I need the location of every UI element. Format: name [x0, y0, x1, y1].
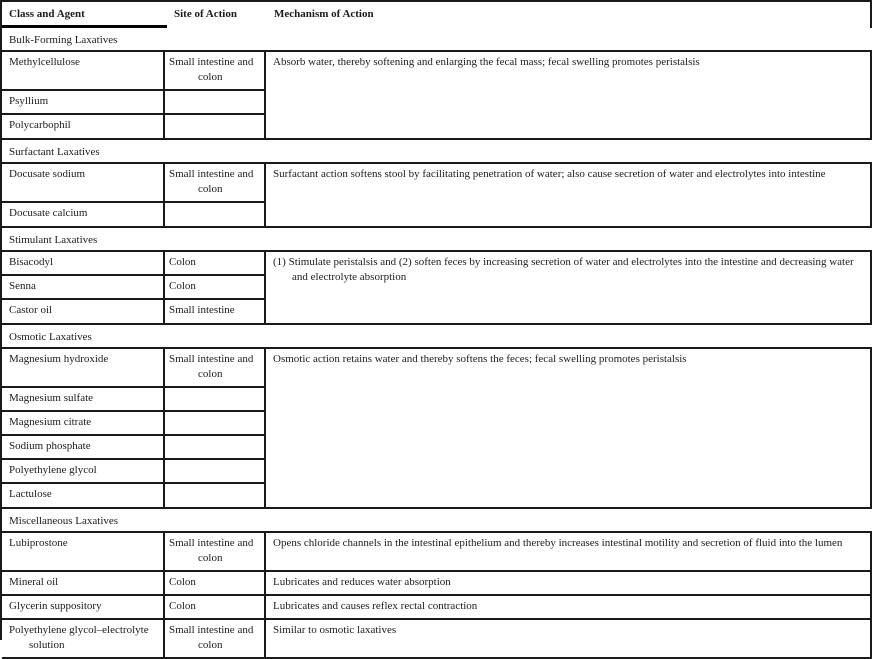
agent-name-cell: Mineral oil — [2, 572, 165, 596]
group-stimulant-laxatives — [2, 250, 872, 325]
site-of-action-cell: Small intestine and colon — [165, 533, 266, 572]
site-of-action-cell: Colon — [165, 276, 266, 300]
agent-name-cell: Docusate sodium — [2, 164, 165, 203]
agent-name-cell: Sodium phosphate — [2, 436, 165, 460]
agent-name-cell: Glycerin suppository — [2, 596, 165, 620]
section-title: Bulk-Forming Laxatives — [9, 34, 118, 46]
column-header-class-and-agent: Class and Agent — [2, 2, 167, 28]
site-of-action-cell — [165, 115, 266, 138]
agent-name-cell: Magnesium sulfate — [2, 388, 165, 412]
site-of-action-cell: Small intestine and colon — [165, 349, 266, 388]
site-of-action-cell: Small intestine and colon — [165, 164, 266, 203]
mechanism-cell: Lubricates and reduces water absorption — [266, 572, 870, 596]
agent-name-cell: Docusate calcium — [2, 203, 165, 226]
agent-name-cell: Magnesium citrate — [2, 412, 165, 436]
group-surfactant-laxatives — [2, 162, 872, 228]
agent-name-cell: Senna — [2, 276, 165, 300]
group-bulk-forming-laxatives — [2, 50, 872, 140]
site-of-action-cell — [165, 203, 266, 226]
agent-name-cell: Methylcellulose — [2, 52, 165, 91]
site-of-action-cell — [165, 484, 266, 507]
mechanism-cell: Opens chloride channels in the intestinal epithelium and thereby increases intestinal motility and secretion of fluid into the lumen — [266, 533, 870, 572]
site-of-action-cell: Small intestine — [165, 300, 266, 323]
column-header-site-of-action: Site of Action — [174, 8, 237, 20]
agent-name-cell: Bisacodyl — [2, 252, 165, 276]
mechanism-cell-merged: (1) Stimulate peristalsis and (2) soften feces by increasing secretion of water and electrolytes into the intestine and decreasing water and electrolyte absorption — [273, 256, 854, 283]
agent-name-cell: Lactulose — [2, 484, 165, 507]
section-title: Surfactant Laxatives — [9, 146, 100, 158]
section-title: Osmotic Laxatives — [9, 331, 92, 343]
section-row-surfactant-laxatives — [2, 140, 872, 162]
site-of-action-cell: Colon — [165, 572, 266, 596]
site-of-action-cell — [165, 91, 266, 115]
section-row-miscellaneous-laxatives — [2, 509, 872, 531]
table-header-row — [2, 0, 872, 28]
section-row-osmotic-laxatives — [2, 325, 872, 347]
mechanism-cell-merged: Absorb water, thereby softening and enlarging the fecal mass; fecal swelling promotes peristalsis — [273, 56, 700, 68]
mechanism-cell: Lubricates and causes reflex rectal contraction — [266, 596, 870, 620]
table-body — [2, 28, 872, 659]
site-of-action-cell — [165, 460, 266, 484]
section-row-bulk-forming-laxatives — [2, 28, 872, 50]
site-of-action-cell: Colon — [165, 596, 266, 620]
section-title: Miscellaneous Laxatives — [9, 515, 119, 527]
site-of-action-cell: Small intestine and colon — [165, 620, 266, 657]
site-of-action-cell: Colon — [165, 252, 266, 276]
agent-name-cell: Castor oil — [2, 300, 165, 323]
group-osmotic-laxatives — [2, 347, 872, 509]
mechanism-cell-merged: Surfactant action softens stool by facilitating penetration of water; also cause secretion of water and electrolytes into intestine — [273, 168, 826, 180]
site-of-action-cell — [165, 412, 266, 436]
site-of-action-cell: Small intestine and colon — [165, 52, 266, 91]
section-title: Stimulant Laxatives — [9, 234, 98, 246]
mechanism-cell: Similar to osmotic laxatives — [273, 624, 397, 636]
mechanism-cell-merged: Osmotic action retains water and thereby softens the feces; fecal swelling promotes peristalsis — [273, 353, 687, 365]
agent-name-cell: Polyethylene glycol–electrolyte solution — [2, 620, 165, 657]
column-header-mechanism-of-action: Mechanism of Action — [274, 8, 374, 20]
agent-name-cell: Polycarbophil — [2, 115, 165, 138]
agent-name-cell: Lubiprostone — [2, 533, 165, 572]
agent-name-cell: Magnesium hydroxide — [2, 349, 165, 388]
site-of-action-cell — [165, 388, 266, 412]
agent-name-cell: Polyethylene glycol — [2, 460, 165, 484]
agent-name-cell: Psyllium — [2, 91, 165, 115]
site-of-action-cell — [165, 436, 266, 460]
section-row-stimulant-laxatives — [2, 228, 872, 250]
